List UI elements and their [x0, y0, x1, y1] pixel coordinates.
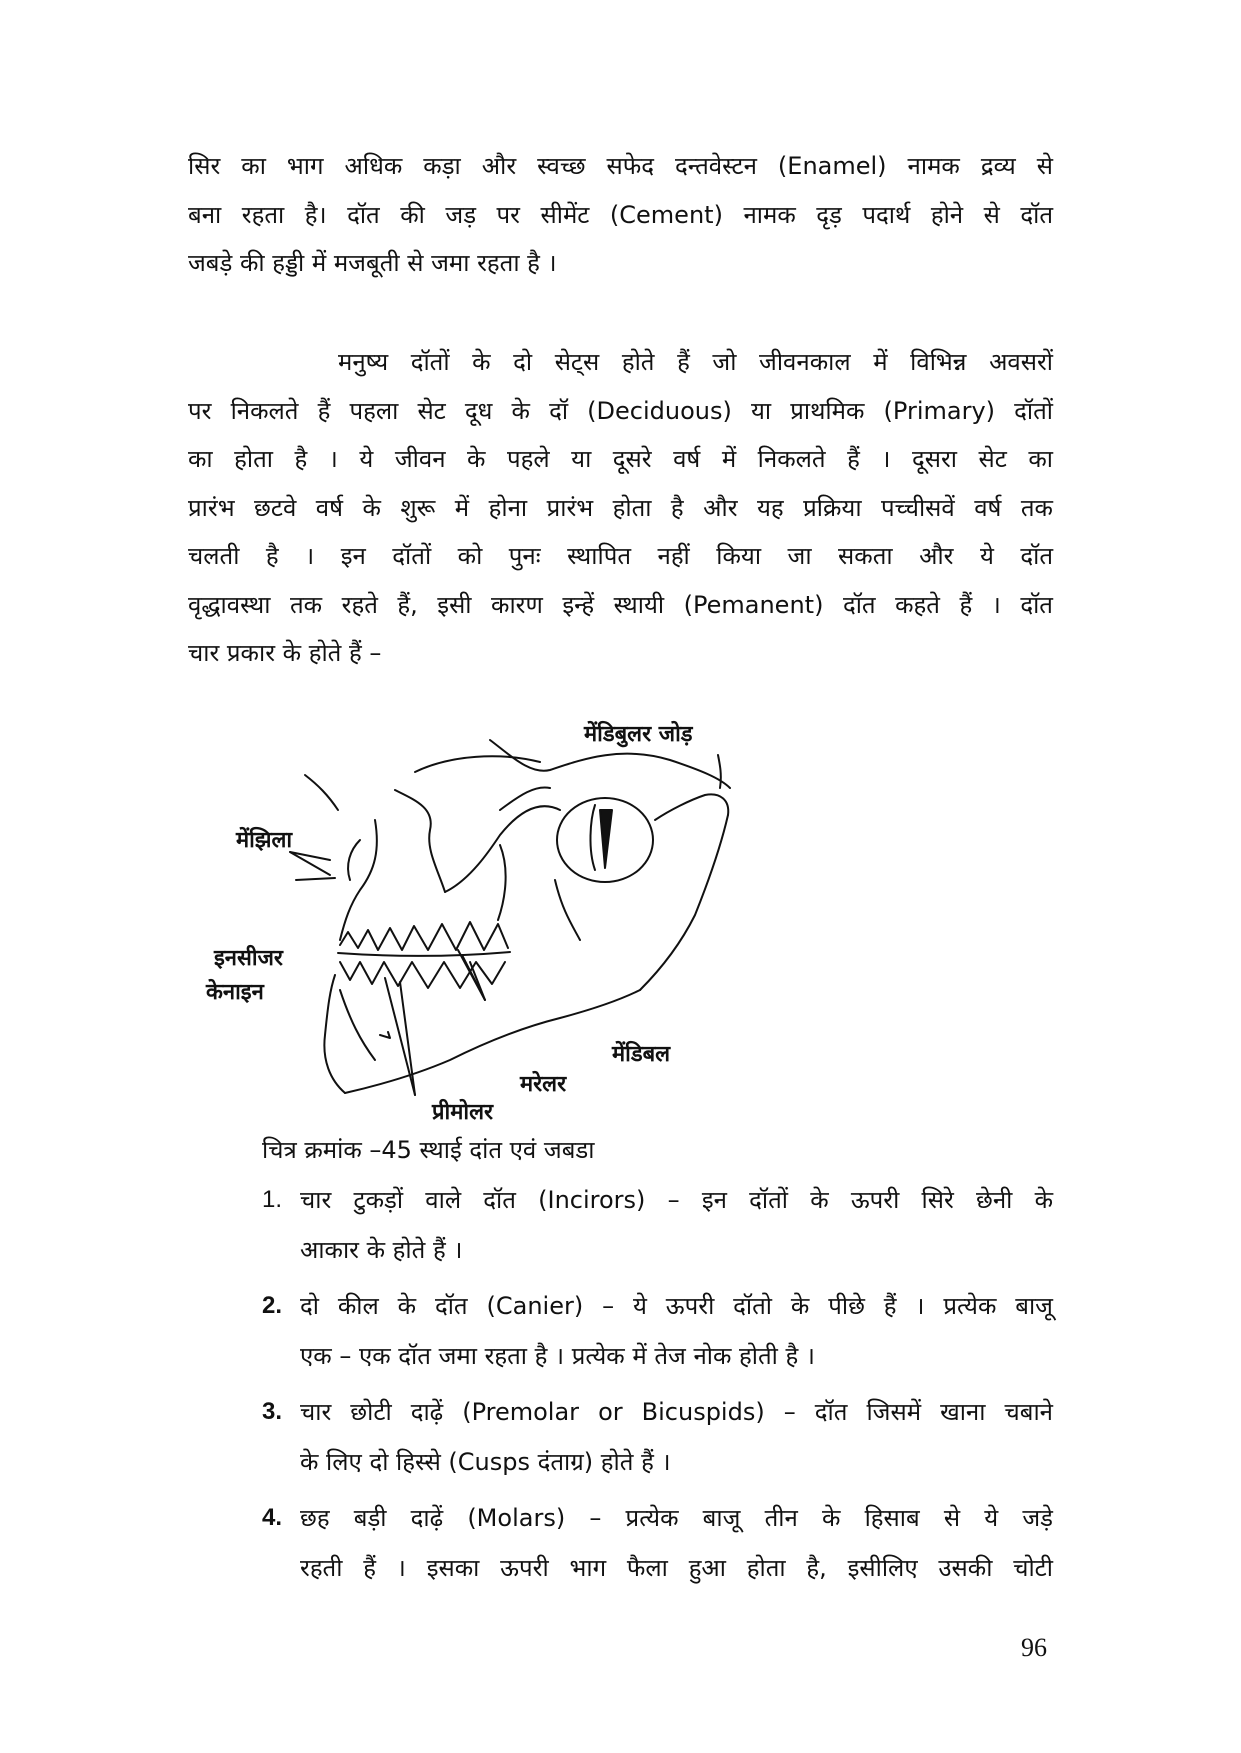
list-number: 2. [262, 1292, 283, 1319]
label-premolar: प्रीमोलर [432, 1100, 493, 1125]
label-incisor: इनसीजर [214, 946, 283, 971]
list-text-line: चार टुकड़ों वाले दॉत (Incirors) – इन दॉतों के ऊपरी सिरे छेनी के [300, 1186, 1053, 1214]
list-number: 1. [262, 1186, 283, 1213]
list-item [262, 1387, 1053, 1487]
label-canine: केनाइन [206, 980, 264, 1005]
list-number: 4. [262, 1504, 283, 1531]
label-maxilla: मेंझिला [236, 828, 293, 853]
list-text-line: एक – एक दॉत जमा रहता है । प्रत्येक में तेज नोक होती है । [300, 1342, 815, 1370]
page-number: 96 [1021, 1633, 1047, 1662]
list-text-line: दो कील के दॉत (Canier) – ये ऊपरी दॉतो के पीछे हैं । प्रत्येक बाजू [300, 1292, 1053, 1320]
text-line: पर निकलते हैं पहला सेट दूध के दॉ (Deciduous) या प्राथमिक (Primary) दॉतों [188, 396, 1053, 425]
teeth-types-list [262, 1175, 1053, 1593]
list-item [262, 1175, 1053, 1275]
list-number: 3. [262, 1398, 283, 1425]
label-mandible: मेंडिबल [612, 1042, 671, 1067]
list-text-line: छह बड़ी दाढ़ें (Molars) – प्रत्येक बाजू तीन के हिसाब से ये जड़े [300, 1504, 1053, 1532]
paragraph-1 [188, 142, 1053, 288]
list-text-line: के लिए दो हिस्से (Cusps दंताग्र) होते हैं । [300, 1448, 671, 1476]
text-line: वृद्धावस्था तक रहते हैं, इसी कारण इन्हें स्थायी (Pemanent) दॉत कहते हैं । दॉत [188, 590, 1053, 619]
list-text-line: चार छोटी दाढ़ें (Premolar or Bicuspids) – दॉत जिसमें खाना चबाने [300, 1398, 1053, 1426]
text-line: सिर का भाग अधिक कड़ा और स्वच्छ सफेद दन्तवेस्टन (Enamel) नामक द्रव्य से [188, 152, 1053, 180]
text-line: बना रहता है। दॉत की जड़ पर सीमेंट (Cement) नामक दृड़ पदार्थ होने से दॉत [188, 200, 1053, 229]
list-item [262, 1493, 1053, 1593]
list-text-line: आकार के होते हैं । [300, 1236, 463, 1264]
text-line: चार प्रकार के होते हैं – [188, 639, 382, 667]
label-mandibular-joint: मेंडिबुलर जोड़ [584, 722, 693, 747]
text-line: का होता है । ये जीवन के पहले या दूसरे वर्ष में निकलते हैं । दूसरा सेट का [188, 445, 1053, 473]
figure-caption: चित्र क्रमांक –45 स्थाई दांत एवं जबडा [262, 1136, 595, 1164]
list-text-line: रहती हैं । इसका ऊपरी भाग फैला हुआ होता है, इसीलिए उसकी चोटी [300, 1554, 1053, 1582]
list-item [262, 1281, 1053, 1381]
text-line: चलती है । इन दॉतों को पुनः स्थापित नहीं किया जा सकता और ये दॉत [188, 542, 1053, 570]
text-line: प्रारंभ छटवे वर्ष के शुरू में होना प्रारंभ होता है और यह प्रक्रिया पच्चीसवें वर्ष तक [188, 493, 1053, 522]
paragraph-2 [188, 338, 1053, 678]
text-line: जबड़े की हड्डी में मजबूती से जमा रहता है । [188, 249, 557, 277]
label-molar: मरेलर [520, 1072, 567, 1097]
text-line: मनुष्य दॉतों के दो सेट्स होते हैं जो जीवनकाल में विभिन्न अवसरों [338, 348, 1053, 376]
